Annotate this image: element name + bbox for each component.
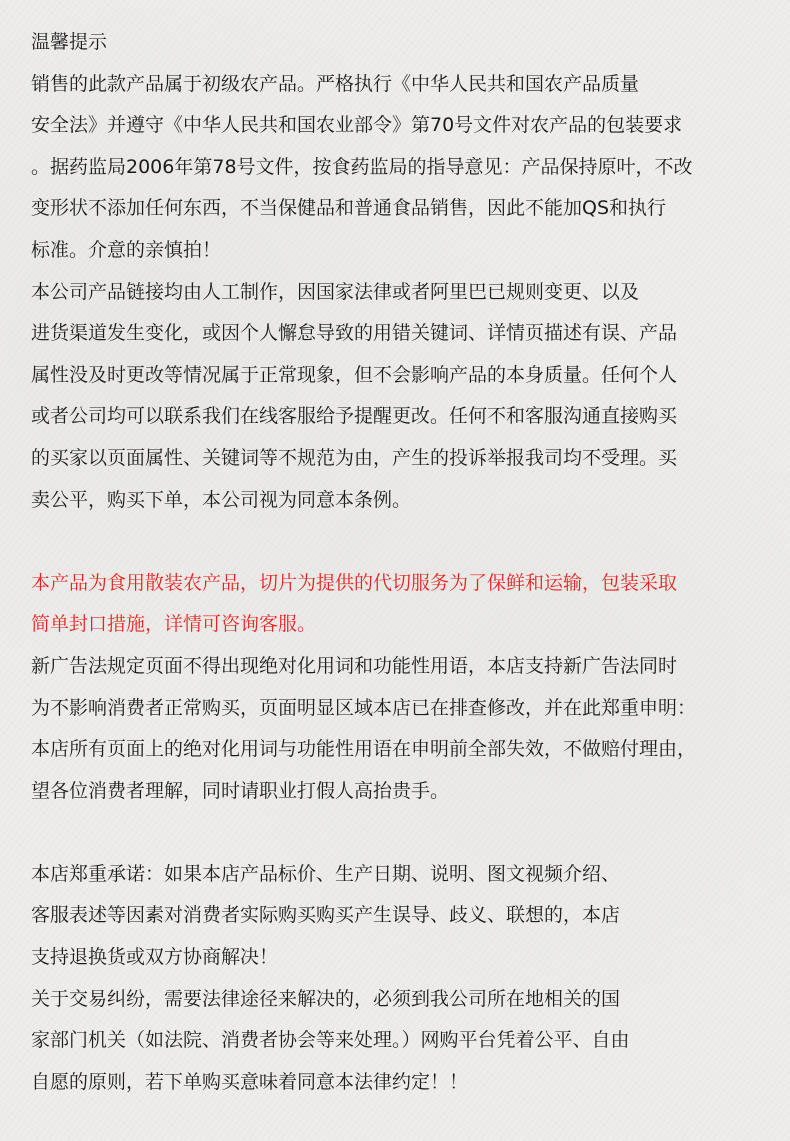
store-commitment-line: 客服表述等因素对消费者实际购买购买产生误导、歧义、联想的，本店 [31,904,621,927]
disclaimer-line: 。据药监局2006年第78号文件，按食药监局的指导意见：产品保持原叶，不改 [31,155,693,178]
disclaimer-line: 销售的此款产品属于初级农产品。严格执行《中华人民共和国农产品质量 [31,72,640,95]
dispute-policy-line: 自愿的原则，若下单购买意味着同意本法律约定！！ [31,1070,469,1093]
notice-text-block [31,22,771,1103]
dispute-policy-line: 家部门机关（如法院、消费者协会等来处理。）网购平台凭着公平、自由 [31,1029,630,1052]
listing-policy-line: 本公司产品链接均由人工制作，因国家法律或者阿里巴已规则变更、以及 [31,280,640,303]
listing-policy-line: 进货渠道发生变化，或因个人懈怠导致的用错关键词、详情页描述有误、产品 [31,322,678,345]
listing-policy-line: 或者公司均可以联系我们在线客服给予提醒更改。任何不和客服沟通直接购买 [31,405,678,428]
disclaimer-line: 标准。介意的亲慎拍！ [31,238,222,261]
ad-law-line: 为不影响消费者正常购买，页面明显区域本店已在排查修改，并在此郑重申明： [31,696,697,719]
listing-policy-line: 属性没及时更改等情况属于正常现象，但不会影响产品的本身质量。任何个人 [31,363,678,386]
ad-law-line: 本店所有页面上的绝对化用词与功能性用语在申明前全部失效，不做赔付理由， [31,738,697,761]
packaging-warning-line: 简单封口措施，详情可咨询客服。 [31,613,317,636]
notice-title: 温馨提示 [31,31,108,53]
disclaimer-line: 安全法》并遵守《中华人民共和国农业部令》第70号文件对农产品的包装要求 [31,114,683,137]
ad-law-line: 新广告法规定页面不得出现绝对化用词和功能性用语，本店支持新广告法同时 [31,654,678,677]
paragraph-spacer [31,521,771,563]
packaging-warning-line: 本产品为食用散装农产品，切片为提供的代切服务为了保鲜和运输，包装采取 [31,571,678,594]
store-commitment-line: 本店郑重承诺：如果本店产品标价、生产日期、说明、图文视频介绍、 [31,862,621,885]
listing-policy-line: 的买家以页面属性、关键词等不规范为由，产生的投诉举报我司均不受理。买 [31,446,678,469]
store-commitment-line: 支持退换货或双方协商解决！ [31,946,279,969]
dispute-policy-line: 关于交易纠纷，需要法律途径来解决的，必须到我公司所在地相关的国 [31,987,621,1010]
paragraph-spacer [31,812,771,854]
ad-law-line: 望各位消费者理解，同时请职业打假人高抬贵手。 [31,779,450,802]
listing-policy-line: 卖公平，购买下单，本公司视为同意本条例。 [31,488,412,511]
disclaimer-line: 变形状不添加任何东西，不当保健品和普通食品销售，因此不能加QS和执行 [31,197,667,220]
